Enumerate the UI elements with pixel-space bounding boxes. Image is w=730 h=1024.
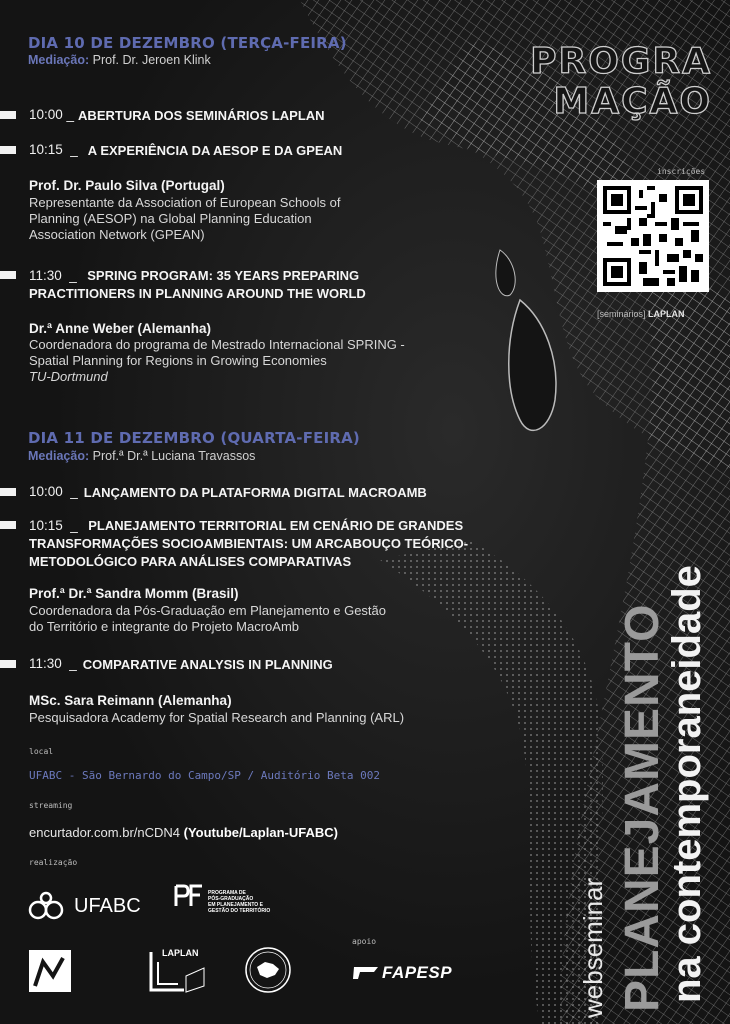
registration-caption <box>597 309 685 319</box>
ppg-line: PÓS-GRADUAÇÃO <box>208 896 254 902</box>
fapesp-logo-text: FAPESP <box>382 963 453 982</box>
item-time: 10:15 _ <box>29 142 78 157</box>
item-time: 10:15 _ <box>29 518 78 533</box>
ppg-line: EM PLANEJAMENTO E <box>208 902 263 908</box>
bpt-logo-icon <box>29 950 71 992</box>
registration-caption-prefix: [seminários] <box>597 309 646 319</box>
realizacao-label: realização <box>29 858 78 867</box>
bullet-bar <box>0 271 16 279</box>
day2-mediation <box>28 449 255 463</box>
seal-logo-icon <box>243 945 293 995</box>
streaming-channel[interactable]: (Youtube/Laplan-UFABC) <box>183 825 338 840</box>
vertical-webseminar: webseminar <box>578 877 608 1018</box>
item-time: 10:00 _ <box>29 107 75 122</box>
bullet-bar <box>0 660 16 668</box>
day1-speaker2-institution: TU-Dortmund <box>29 369 108 384</box>
day1-mediation-label: Mediação: <box>28 53 90 67</box>
day1-speaker2-desc-text: Coordenadora do programa de Mestrado Internacional SPRING - Spatial Planning for Regions in Growing Economies <box>29 337 405 368</box>
item-title: LANÇAMENTO DA PLATAFORMA DIGITAL MACROAMB <box>83 485 427 500</box>
day2-mediator: Prof.ª Dr.ª Luciana Travassos <box>92 449 256 463</box>
item-title: SPRING PROGRAM: 35 YEARS PREPARING PRACTITIONERS IN PLANNING AROUND THE WORLD <box>29 268 366 301</box>
program-title <box>452 42 712 122</box>
fapesp-logo-icon <box>352 964 380 982</box>
streaming-link[interactable] <box>29 825 338 840</box>
day2-speaker1-desc: Coordenadora da Pós-Graduação em Planejamento e Gestão do Território e integrante do Projeto MacroAmb <box>29 603 386 634</box>
item-title: COMPARATIVE ANALYSIS IN PLANNING <box>82 657 333 672</box>
day1-mediation <box>28 53 211 67</box>
item-time: 10:00 _ <box>29 484 78 499</box>
ufabc-logo <box>28 890 141 922</box>
ppg-logo <box>174 884 270 914</box>
day2-speaker1-name: Prof.ª Dr.ª Sandra Momm (Brasil) <box>29 586 239 601</box>
item-time: 11:30 _ <box>29 656 77 671</box>
day1-title: DIA 10 DE DEZEMBRO (TERÇA-FEIRA) <box>28 34 347 52</box>
item-title: PLANEJAMENTO TERRITORIAL EM CENÁRIO DE GRANDES TRANSFORMAÇÕES SOCIOAMBIENTAIS: UM ARCABOUÇO TEÓRICO-METODOLÓGICO PARA ANÁLISES COMPARATIVAS <box>29 518 469 569</box>
day1-item-2 <box>0 142 420 159</box>
location-value: UFABC - São Bernardo do Campo/SP / Auditório Beta 002 <box>29 769 380 782</box>
day1-item-3 <box>0 267 420 303</box>
day1-item-1 <box>0 107 420 124</box>
program-title-line1: PROGRA <box>530 41 712 82</box>
day2-item-1 <box>0 484 460 501</box>
seal-logo <box>243 945 293 995</box>
qr-code-icon <box>603 186 703 286</box>
day1-speaker2-desc <box>29 337 439 385</box>
day2-item-3 <box>0 656 460 673</box>
vertical-contemporaneidade: na contemporaneidade <box>665 565 709 1003</box>
day1-speaker1-name: Prof. Dr. Paulo Silva (Portugal) <box>29 178 225 193</box>
day2-mediation-label: Mediação: <box>28 449 90 463</box>
program-title-line2: MAÇÃO <box>553 81 712 122</box>
item-title: ABERTURA DOS SEMINÁRIOS LAPLAN <box>78 108 325 123</box>
laplan-logo-text: LAPLAN <box>162 948 199 958</box>
streaming-url[interactable]: encurtador.com.br/nCDN4 <box>29 825 181 840</box>
registration-caption-name: LAPLAN <box>648 309 685 319</box>
day1-speaker2-name: Dr.ª Anne Weber (Alemanha) <box>29 321 212 336</box>
laplan-logo <box>148 948 208 994</box>
day2-speaker2-name: MSc. Sara Reimann (Alemanha) <box>29 693 232 708</box>
apoio-label: apoio <box>352 937 377 946</box>
bullet-bar <box>0 488 16 496</box>
bullet-bar <box>0 146 16 154</box>
ppg-line: PROGRAMA DE <box>208 890 246 896</box>
ppg-logo-icon <box>174 884 204 908</box>
fapesp-logo <box>352 963 452 983</box>
registration-label: inscrições <box>657 167 706 176</box>
location-label: local <box>29 747 54 756</box>
item-time: 11:30 _ <box>29 268 77 283</box>
item-title: A EXPERIÊNCIA DA AESOP E DA GPEAN <box>87 143 343 158</box>
day2-title: DIA 11 DE DEZEMBRO (QUARTA-FEIRA) <box>28 429 360 447</box>
streaming-label: streaming <box>29 801 73 810</box>
registration-qr-code[interactable] <box>597 180 709 292</box>
day1-mediator: Prof. Dr. Jeroen Klink <box>92 53 211 67</box>
ufabc-logo-text: UFABC <box>74 894 141 917</box>
day2-item-2 <box>0 517 470 571</box>
bpt-logo <box>29 950 71 992</box>
ufabc-logo-icon <box>28 890 72 922</box>
vertical-planejamento: PLANEJAMENTO <box>616 603 669 1012</box>
day2-speaker2-desc: Pesquisadora Academy for Spatial Research and Planning (ARL) <box>29 710 405 725</box>
ppg-line: GESTÃO DO TERRITÓRIO <box>208 908 271 914</box>
bullet-bar <box>0 111 16 119</box>
bullet-bar <box>0 521 16 529</box>
day1-speaker1-desc: Representante da Association of European Schools of Planning (AESOP) na Global Planning Education Association Network (GPEAN) <box>29 195 341 242</box>
